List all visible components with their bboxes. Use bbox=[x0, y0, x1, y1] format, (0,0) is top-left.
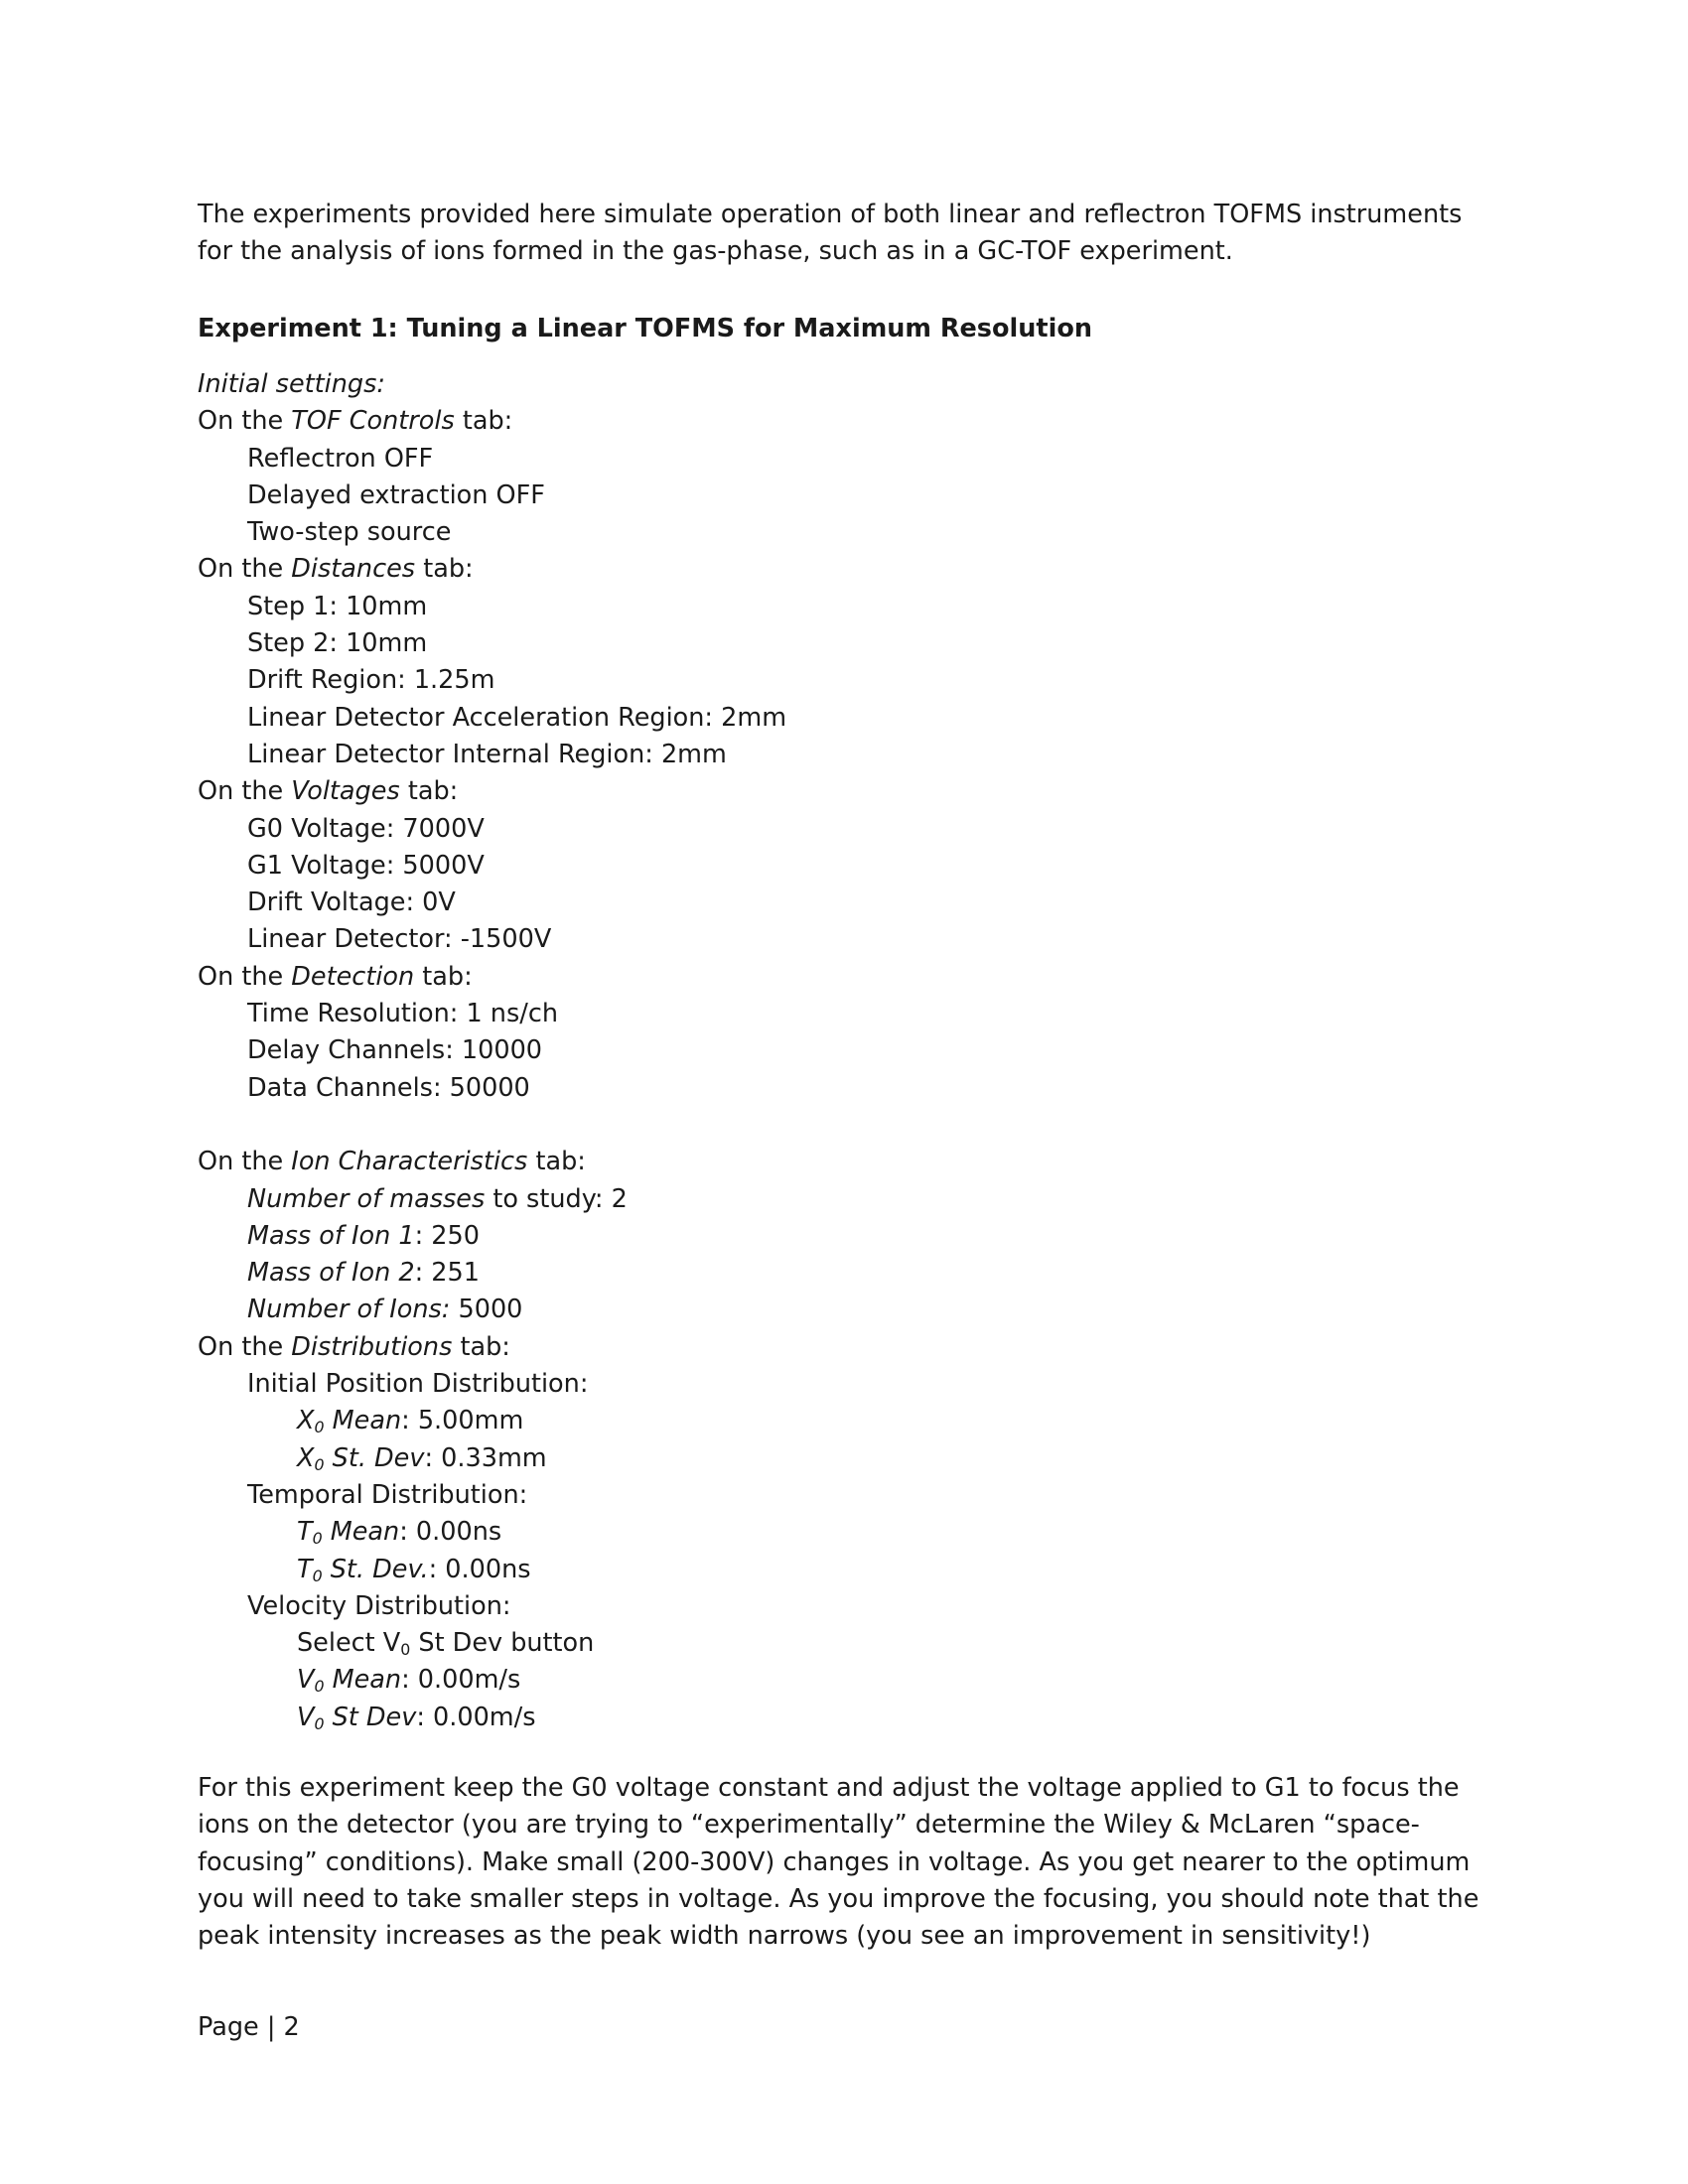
setting-item: $X_0$ Mean: 5.00mm bbox=[297, 1406, 524, 1437]
setting-item: $X_0$ St. Dev: 0.33mm bbox=[297, 1442, 547, 1474]
spacer bbox=[198, 1107, 1488, 1144]
setting-item: Linear Detector Internal Region: 2mm bbox=[247, 739, 727, 769]
setting-item: Number of Ions: 5000 bbox=[247, 1295, 523, 1325]
setting-item: Delayed extraction OFF bbox=[247, 479, 545, 510]
setting-item: Mass of Ion 1: 250 bbox=[247, 1220, 480, 1251]
page-number: Page | 2 bbox=[198, 2012, 300, 2042]
setting-item: Reflectron OFF bbox=[247, 443, 434, 474]
setting-item: $V_0$ Mean: 0.00m/s bbox=[297, 1665, 521, 1697]
setting-item: G0 Voltage: 7000V bbox=[247, 813, 485, 844]
setting-item: Data Channels: 50000 bbox=[247, 1072, 530, 1103]
setting-item: Linear Detector Acceleration Region: 2mm bbox=[247, 702, 787, 733]
setting-item: Time Resolution: 1 ns/ch bbox=[247, 999, 558, 1029]
initial-settings-label: Initial settings: bbox=[198, 369, 385, 399]
section-ion-characteristics: On the Ion Characteristics tab: bbox=[198, 1147, 586, 1177]
setting-item: Mass of Ion 2: 251 bbox=[247, 1258, 480, 1289]
section-tof-controls: On the TOF Controls tab: bbox=[198, 406, 513, 437]
section-distributions: On the Distributions tab: bbox=[198, 1331, 510, 1362]
intro-paragraph: The experiments provided here simulate operation of both linear and reflectron TOFMS instruments for the analysis of ions formed in the gas-phase, such as in a GC-TOF experiment. bbox=[198, 200, 1463, 266]
setting-item: Drift Voltage: 0V bbox=[247, 887, 456, 918]
experiment-heading: Experiment 1: Tuning a Linear TOFMS for Maximum Resolution bbox=[198, 314, 1092, 343]
setting-item: Delay Channels: 10000 bbox=[247, 1035, 543, 1066]
instructions-paragraph: For this experiment keep the G0 voltage constant and adjust the voltage applied to G1 to focus the ions on the detector (you are trying to “experimentally” determine the Wiley & McLaren “space-focusing” conditions). Make small (200-300V) changes in voltage. As you get nearer to the optimum you will need to take smaller steps in voltage. As you improve the focusing, you should note that the peak intensity increases as the peak width narrows (you see an improvement in sensitivity!) bbox=[198, 1773, 1479, 1952]
setting-item: Linear Detector: -1500V bbox=[247, 924, 552, 955]
setting-item: $T_0$ St. Dev.: 0.00ns bbox=[297, 1554, 531, 1585]
section-detection: On the Detection tab: bbox=[198, 961, 473, 992]
section-voltages: On the Voltages tab: bbox=[198, 776, 459, 807]
setting-item: Step 2: 10mm bbox=[247, 628, 428, 659]
setting-item: Two-step source bbox=[247, 517, 452, 548]
setting-item: Drift Region: 1.25m bbox=[247, 665, 495, 696]
subsection-temporal: Temporal Distribution: bbox=[247, 1479, 528, 1510]
section-distances: On the Distances tab: bbox=[198, 554, 474, 585]
setting-item: $T_0$ Mean: 0.00ns bbox=[297, 1517, 502, 1549]
subsection-velocity: Velocity Distribution: bbox=[247, 1590, 511, 1621]
setting-item: G1 Voltage: 5000V bbox=[247, 850, 485, 881]
setting-item: Select $V_0$ St Dev button bbox=[297, 1628, 595, 1660]
settings-list bbox=[198, 366, 1488, 1736]
setting-item: Number of masses to study: 2 bbox=[247, 1183, 628, 1214]
setting-item: $V_0$ St Dev: 0.00m/s bbox=[297, 1702, 536, 1733]
subsection-initial-position: Initial Position Distribution: bbox=[247, 1369, 589, 1400]
setting-item: Step 1: 10mm bbox=[247, 591, 428, 621]
